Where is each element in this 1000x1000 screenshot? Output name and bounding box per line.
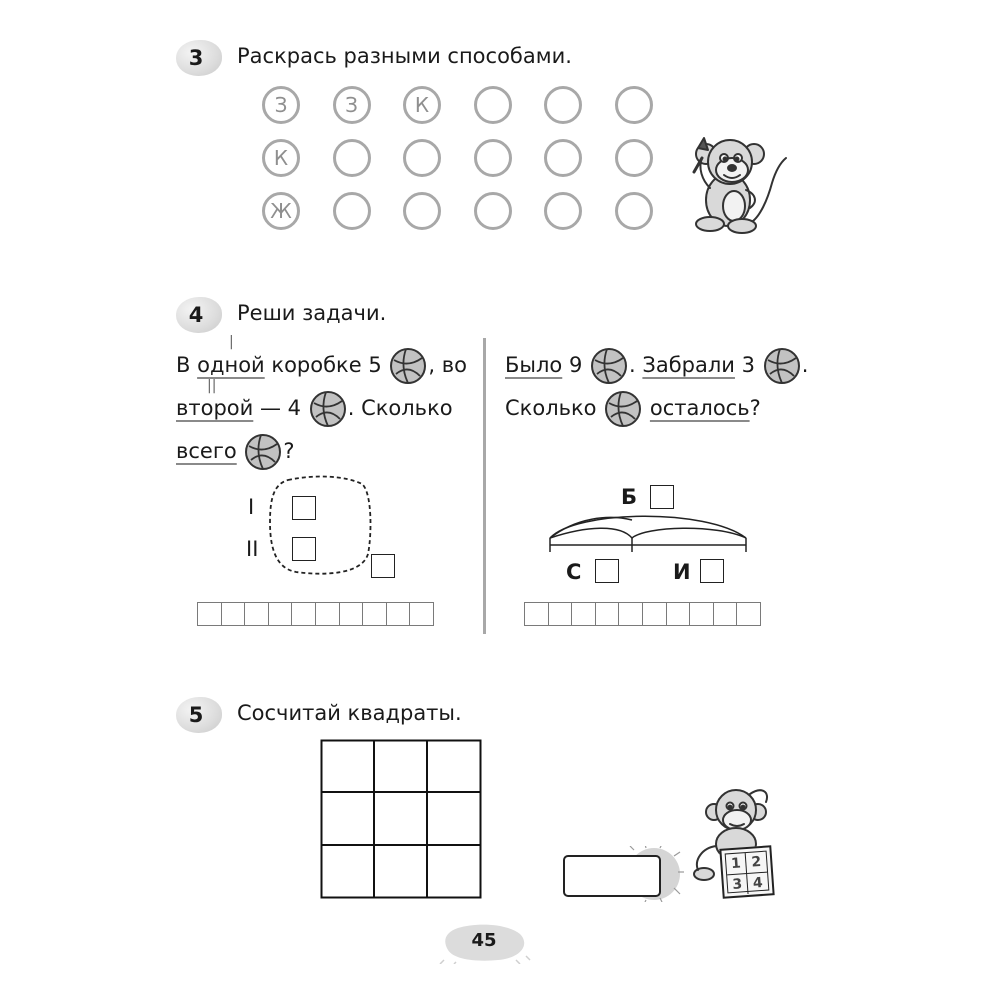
task-4-number-badge <box>176 297 222 333</box>
coloring-circle[interactable] <box>403 139 441 177</box>
dot: . <box>629 353 636 377</box>
task-5-title: Сосчитай квадраты. <box>237 701 462 725</box>
ball-icon <box>308 389 348 429</box>
word-vo: , во <box>428 353 467 377</box>
label-part-taken: С <box>566 560 582 584</box>
monkey-with-brush-illustration <box>680 128 790 238</box>
word-skolko: . Сколько <box>347 396 453 420</box>
word-question-right: ? <box>749 396 761 420</box>
answer-cell[interactable] <box>244 602 269 626</box>
segment-diagram <box>546 510 750 554</box>
number-card <box>719 845 774 899</box>
card-number-3: 3 <box>727 874 748 895</box>
coloring-circle[interactable]: К <box>403 86 441 124</box>
card-number-2: 2 <box>746 852 767 874</box>
coloring-circle[interactable] <box>544 86 582 124</box>
word-odnoy: одной <box>197 353 265 377</box>
coloring-circle[interactable] <box>615 192 653 230</box>
task-3-title: Раскрась разными способами. <box>237 44 572 68</box>
answer-box-first[interactable] <box>292 496 316 520</box>
answer-cell[interactable] <box>618 602 643 626</box>
right-problem-line-1 <box>505 346 808 386</box>
answer-cell[interactable] <box>315 602 340 626</box>
coloring-circle[interactable] <box>615 86 653 124</box>
coloring-circle[interactable]: З <box>262 86 300 124</box>
word-skolko-right: Сколько <box>505 396 597 420</box>
task-4-title: Реши задачи. <box>237 301 387 325</box>
ball-icon <box>603 389 643 429</box>
coloring-circle[interactable]: З <box>333 86 371 124</box>
number-nine: 9 <box>568 353 583 377</box>
coloring-circle[interactable] <box>333 192 371 230</box>
square-grid-figure <box>320 739 482 899</box>
card-number-4: 4 <box>752 874 764 892</box>
word-vsego: всего <box>176 439 237 463</box>
answer-cell[interactable] <box>642 602 667 626</box>
column-divider <box>483 338 486 634</box>
answer-strip-left[interactable] <box>197 602 433 626</box>
answer-cell[interactable] <box>548 602 573 626</box>
answer-cell[interactable] <box>221 602 246 626</box>
answer-cell[interactable] <box>409 602 434 626</box>
answer-cell[interactable] <box>291 602 316 626</box>
answer-cell[interactable] <box>666 602 691 626</box>
word-zabrali: Забрали <box>642 353 735 377</box>
dashed-grouping-outline <box>266 474 376 578</box>
answer-box-whole[interactable] <box>650 485 674 509</box>
task-3-number: 3 <box>188 46 204 70</box>
answer-cell[interactable] <box>339 602 364 626</box>
coloring-circle[interactable] <box>403 192 441 230</box>
left-problem-line-1 <box>176 346 467 386</box>
coloring-circle[interactable] <box>544 192 582 230</box>
task-5-number: 5 <box>188 703 204 727</box>
label-whole: Б <box>621 485 638 509</box>
mark-one: | <box>229 334 234 350</box>
answer-cell[interactable] <box>268 602 293 626</box>
answer-box-second[interactable] <box>292 537 316 561</box>
task-3-number-badge <box>176 40 222 76</box>
word-bylo: Было <box>505 353 563 377</box>
word-korobke: коробке 5 <box>271 353 382 377</box>
right-problem-line-2 <box>505 389 761 429</box>
task-4-number: 4 <box>188 303 204 327</box>
coloring-circle[interactable] <box>615 139 653 177</box>
answer-cell[interactable] <box>595 602 620 626</box>
left-problem-line-2 <box>176 389 453 429</box>
word-dash-4: — 4 <box>259 396 302 420</box>
answer-box-left[interactable] <box>700 559 724 583</box>
ball-icon <box>589 346 629 386</box>
coloring-circle[interactable] <box>333 139 371 177</box>
answer-cell[interactable] <box>689 602 714 626</box>
ball-icon <box>243 432 283 472</box>
dot-end: . <box>801 353 809 377</box>
card-number-1: 1 <box>726 853 747 875</box>
number-three: 3 <box>741 353 756 377</box>
page-number: 45 <box>471 930 497 951</box>
coloring-circle[interactable]: Ж <box>262 192 300 230</box>
task-5-number-badge <box>176 697 222 733</box>
mark-two: || <box>207 378 217 394</box>
ball-icon <box>388 346 428 386</box>
answer-cell[interactable] <box>362 602 387 626</box>
left-problem-line-3 <box>176 432 295 472</box>
ball-icon <box>762 346 802 386</box>
coloring-circle[interactable]: К <box>262 139 300 177</box>
coloring-circle[interactable] <box>474 86 512 124</box>
word-v: В <box>176 353 191 377</box>
label-roman-one: I <box>248 495 255 519</box>
answer-cell[interactable] <box>197 602 222 626</box>
coloring-circle[interactable] <box>474 192 512 230</box>
word-question: ? <box>283 439 295 463</box>
answer-box-squares[interactable] <box>563 855 661 897</box>
answer-cell[interactable] <box>524 602 549 626</box>
answer-cell[interactable] <box>736 602 761 626</box>
answer-box-total[interactable] <box>371 554 395 578</box>
coloring-circle[interactable] <box>474 139 512 177</box>
label-part-left: И <box>673 560 691 584</box>
answer-cell[interactable] <box>713 602 738 626</box>
answer-cell[interactable] <box>571 602 596 626</box>
answer-cell[interactable] <box>386 602 411 626</box>
answer-strip-right[interactable] <box>524 602 760 626</box>
answer-box-taken[interactable] <box>595 559 619 583</box>
word-vtoroy: второй <box>176 396 254 420</box>
coloring-circle[interactable] <box>544 139 582 177</box>
label-roman-two: II <box>246 537 259 561</box>
word-ostalos: осталось <box>649 396 750 420</box>
